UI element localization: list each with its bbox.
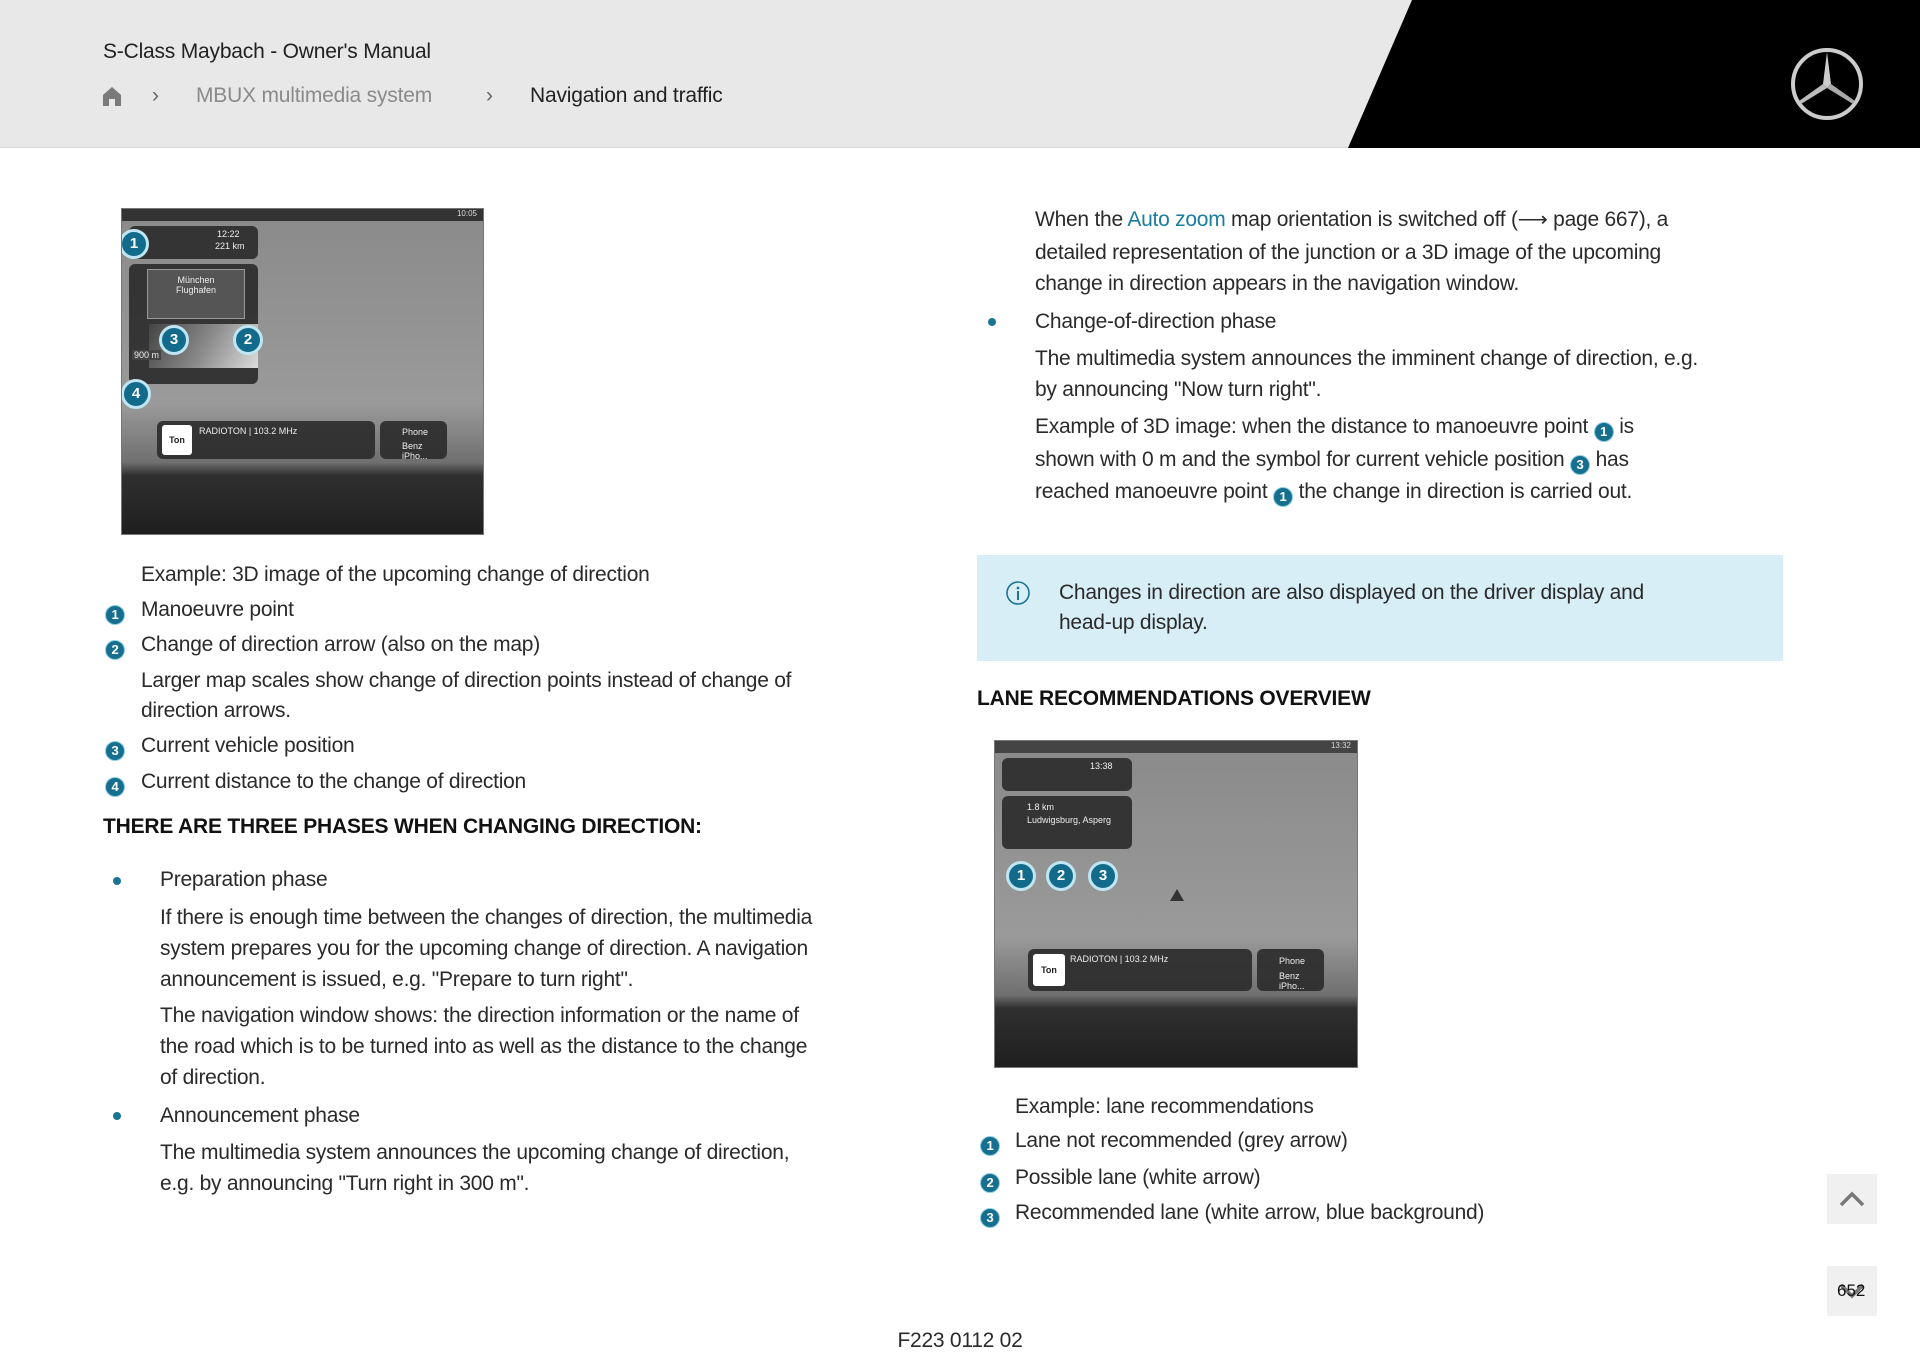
paragraph-line [1035, 414, 1634, 442]
auto-zoom-link[interactable]: Auto zoom [1127, 208, 1226, 231]
paragraph-line: announcement is issued, e.g. "Prepare to turn right". [160, 968, 634, 991]
distance-readout: 900 m [134, 350, 160, 360]
paragraph-line [1035, 447, 1629, 475]
breadcrumb-mbux[interactable]: MBUX multimedia system [196, 84, 432, 107]
paragraph-line [1035, 479, 1632, 507]
legend-item [980, 1200, 1000, 1228]
chevron-right-icon: › [486, 84, 493, 107]
callout-3: 3 [1088, 861, 1118, 891]
radio-station: RADIOTON | 103.2 MHz [1070, 954, 1169, 964]
legend-text: Recommended lane (white arrow, blue background) [1015, 1201, 1485, 1224]
legend-text: Change of direction arrow (also on the map) [141, 633, 540, 656]
legend-text: Manoeuvre point [141, 598, 294, 621]
text: Example of 3D image: when the distance to manoeuvre point [1035, 415, 1589, 438]
arrival-time: 13:38 [1090, 761, 1113, 771]
bullet [113, 1112, 121, 1120]
vehicle-position-icon [1170, 889, 1184, 901]
bullet [113, 877, 121, 885]
callout-1: 1 [1006, 861, 1036, 891]
paragraph-line: by announcing "Now turn right". [1035, 378, 1322, 401]
text: has [1595, 448, 1629, 471]
legend-item [105, 597, 125, 625]
text: When the [1035, 208, 1128, 231]
navigation-3d-image [121, 208, 484, 535]
number-badge: 4 [105, 777, 125, 797]
info-icon [1005, 580, 1031, 606]
mercedes-logo-icon[interactable] [1789, 46, 1865, 122]
callout-2: 2 [1046, 861, 1076, 891]
radio-logo: Ton [162, 425, 192, 455]
road-name: Ludwigsburg, Asperg [1027, 815, 1112, 825]
legend-item [105, 733, 125, 761]
manual-title: S-Class Maybach - Owner's Manual [103, 40, 431, 63]
legend-item [105, 769, 125, 797]
home-icon[interactable] [101, 85, 123, 107]
text: shown with 0 m and the symbol for current vehicle position [1035, 448, 1565, 471]
paragraph-line: the road which is to be turned into as well as the distance to the change [160, 1035, 808, 1058]
sign-line: Flughafen [175, 285, 217, 295]
lane-recommendation-image [994, 740, 1358, 1068]
bullet [988, 318, 996, 326]
number-badge: 2 [105, 640, 125, 660]
legend-text: Possible lane (white arrow) [1015, 1166, 1261, 1189]
radio-station: RADIOTON | 103.2 MHz [199, 426, 298, 436]
screen-clock: 10:05 [456, 209, 477, 218]
footer-code: F223 0112 02 [897, 1329, 1023, 1352]
legend-item [105, 632, 125, 660]
sign-line: München [177, 275, 215, 285]
callout-1: 1 [121, 229, 149, 259]
legend-item [980, 1165, 1000, 1193]
number-badge: 3 [105, 741, 125, 761]
paragraph-line: e.g. by announcing "Turn right in 300 m". [160, 1172, 530, 1195]
paragraph-line: The multimedia system announces the upcoming change of direction, [160, 1141, 790, 1164]
phase-title: Announcement phase [160, 1104, 360, 1127]
chevron-up-icon [1827, 1174, 1877, 1224]
number-badge: 1 [1594, 422, 1614, 442]
legend-item [980, 1128, 1000, 1156]
legend-text: Current distance to the change of direction [141, 770, 526, 793]
paragraph-line: detailed representation of the junction or a 3D image of the upcoming [1035, 241, 1661, 264]
callout-3: 3 [159, 325, 189, 355]
number-badge: 2 [980, 1173, 1000, 1193]
number-badge: 1 [980, 1136, 1000, 1156]
phase-title: Change-of-direction phase [1035, 310, 1277, 333]
legend-text: Current vehicle position [141, 734, 355, 757]
section-heading: LANE RECOMMENDATIONS OVERVIEW [977, 687, 1371, 710]
legend-note: direction arrows. [141, 699, 291, 722]
callout-4: 4 [121, 379, 151, 409]
phone-label: Phone [402, 427, 429, 437]
info-text: head-up display. [1059, 611, 1208, 634]
text: the change in direction is carried out. [1298, 480, 1633, 503]
number-badge: 1 [1273, 487, 1293, 507]
paragraph-line [1035, 207, 1668, 233]
scroll-down-button[interactable] [1827, 1266, 1877, 1316]
paragraph-line: If there is enough time between the changes of direction, the multimedia [160, 906, 813, 929]
arrival-time: 12:22 [217, 229, 240, 239]
number-badge: 3 [980, 1208, 1000, 1228]
legend-text: Lane not recommended (grey arrow) [1015, 1129, 1348, 1152]
paragraph-line: of direction. [160, 1066, 266, 1089]
text: map orientation is switched off (⟶ page 667), a [1225, 208, 1669, 231]
paragraph-line: The navigation window shows: the direction information or the name of [160, 1004, 799, 1027]
info-text: Changes in direction are also displayed on the driver display and [1059, 581, 1644, 604]
phone-device: Benz iPho... [1279, 971, 1305, 991]
page-number: 652 [1837, 1281, 1866, 1300]
info-box [977, 555, 1783, 661]
phase-title: Preparation phase [160, 868, 328, 891]
text: reached manoeuvre point [1035, 480, 1268, 503]
radio-logo: Ton [1033, 954, 1065, 986]
turn-distance: 1.8 km [1027, 802, 1055, 812]
callout-2: 2 [233, 325, 263, 355]
section-heading: THERE ARE THREE PHASES WHEN CHANGING DIRECTION: [103, 815, 702, 838]
remaining-distance: 221 km [215, 241, 245, 251]
paragraph-line: The multimedia system announces the imminent change of direction, e.g. [1035, 347, 1699, 370]
paragraph-line: change in direction appears in the navigation window. [1035, 272, 1520, 295]
paragraph-line: system prepares you for the upcoming change of direction. A navigation [160, 937, 808, 960]
number-badge: 1 [105, 605, 125, 625]
phone-label: Phone [1279, 956, 1306, 966]
text: is [1619, 415, 1634, 438]
legend-note: Larger map scales show change of direction points instead of change of [141, 669, 792, 692]
figure-caption: Example: lane recommendations [1015, 1095, 1314, 1118]
number-badge: 3 [1570, 455, 1590, 475]
breadcrumb-navigation[interactable]: Navigation and traffic [530, 84, 723, 107]
phone-device: Benz iPho... [402, 441, 428, 461]
scroll-up-button[interactable] [1827, 1174, 1877, 1224]
figure-caption: Example: 3D image of the upcoming change of direction [141, 563, 650, 586]
chevron-right-icon: › [152, 84, 159, 107]
screen-clock: 13:32 [1330, 741, 1351, 750]
